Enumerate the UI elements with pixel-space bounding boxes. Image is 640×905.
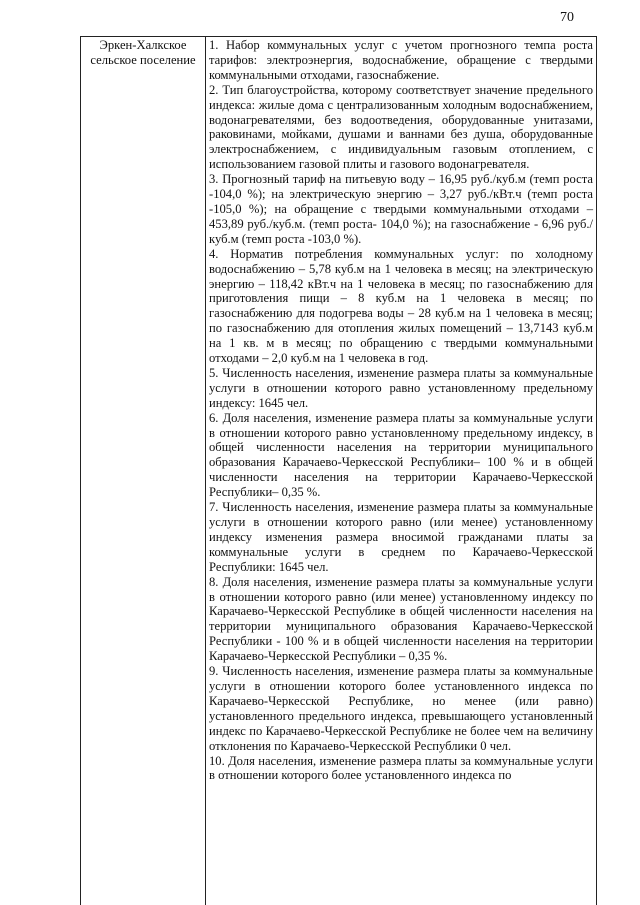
paragraph-1-service-set: 1. Набор коммунальных услуг с учетом прогнозного темпа роста тарифов: электроэнергия, водоснабжение, обращение с твердыми коммунальными отходами, газоснабжение. <box>209 38 593 82</box>
paragraph-4-consumption-norm: 4. Норматив потребления коммунальных услуг: по холодному водоснабжению – 5,78 куб.м на 1 человека в месяц; на электрическую энергию – 118,42 кВт.ч на 1 человека в месяц; по газоснабжению для приготовления пищи – 8 куб.м на 1 человека в месяц; по газоснабжению для подогрева воды – 28 куб.м на 1 человека в месяц; по газоснабжению для отопления жилых помещений – 13,7143 куб.м на 1 кв. м в месяц; по обращению с твердыми коммунальными отходами – 2,0 куб.м на 1 человека в год. <box>209 246 593 366</box>
indicators-cell <box>206 37 597 905</box>
paragraph-3-forecast-tariff: 3. Прогнозный тариф на питьевую воду – 16,95 руб./куб.м (темп роста -104,0 %); на электрическую энергию – 3,27 руб./кВт.ч (темп роста -105,0 %); на обращение с твердыми коммунальными отходами – 453,89 руб./куб.м. (темп роста- 104,0 %); на газоснабжение - 6,96 руб./куб.м (темп роста -103,0 %). <box>209 172 593 246</box>
paragraph-6-population-share: 6. Доля населения, изменение размера платы за коммунальные услуги в отношении которого равно установленному предельному индексу, в общей численности населения на территории муниципального образования Карачаево-Черкесской Республики– 100 % и в общей численности населения на территории Карачаево-Черкесской Республики– 0,35 %. <box>209 410 593 500</box>
municipal-data-table <box>80 36 597 905</box>
paragraph-2-improvement-type: 2. Тип благоустройства, которому соответствует значение предельного индекса: жилые дома с централизованным холодным водоснабжением, водонагревателями, без водоотведения, оборудованные унитазами, раковинами, мойками, душами и ваннами без душа, оборудованные электроснабжением, с индивидуальным газовым отоплением, с использованием газовой плиты и газового водонагревателя. <box>209 82 593 172</box>
paragraph-8-population-share: 8. Доля населения, изменение размера платы за коммунальные услуги в отношении которого равно (или менее) установленному индексу по Карачаево-Черкесской Республике в общей численности населения на территории муниципального образования Карачаево-Черкесской Республики - 100 % и в общей численности населения на территории Карачаево-Черкесской Республики – 0,35 %. <box>209 574 593 664</box>
settlement-name-cell: Эркен-Халкское сельское поселение <box>81 37 206 905</box>
paragraph-10-population-share: 10. Доля населения, изменение размера платы за коммунальные услуги в отношении которого более установленного индекса по <box>209 753 593 783</box>
paragraph-7-population-count: 7. Численность населения, изменение размера платы за коммунальные услуги в отношении которого равно (или менее) установленному индексу изменения размера вносимой гражданами платы за коммунальные услуги в среднем по Карачаево-Черкесской Республики: 1645 чел. <box>209 500 593 574</box>
page-number: 70 <box>560 10 574 25</box>
paragraph-9-population-count: 9. Численность населения, изменение размера платы за коммунальные услуги в отношении которого более установленного индекса по Карачаево-Черкесской Республике, но менее (или равно) установленного предельного индекса, превышающего установленный индекс по Карачаево-Черкесской Республике не более чем на величину отклонения по Карачаево-Черкесской Республики 0 чел. <box>209 664 593 753</box>
paragraph-5-population-count: 5. Численность населения, изменение размера платы за коммунальные услуги в отношении которого равно установленному предельному индексу: 1645 чел. <box>209 365 593 410</box>
table-row <box>81 37 597 905</box>
